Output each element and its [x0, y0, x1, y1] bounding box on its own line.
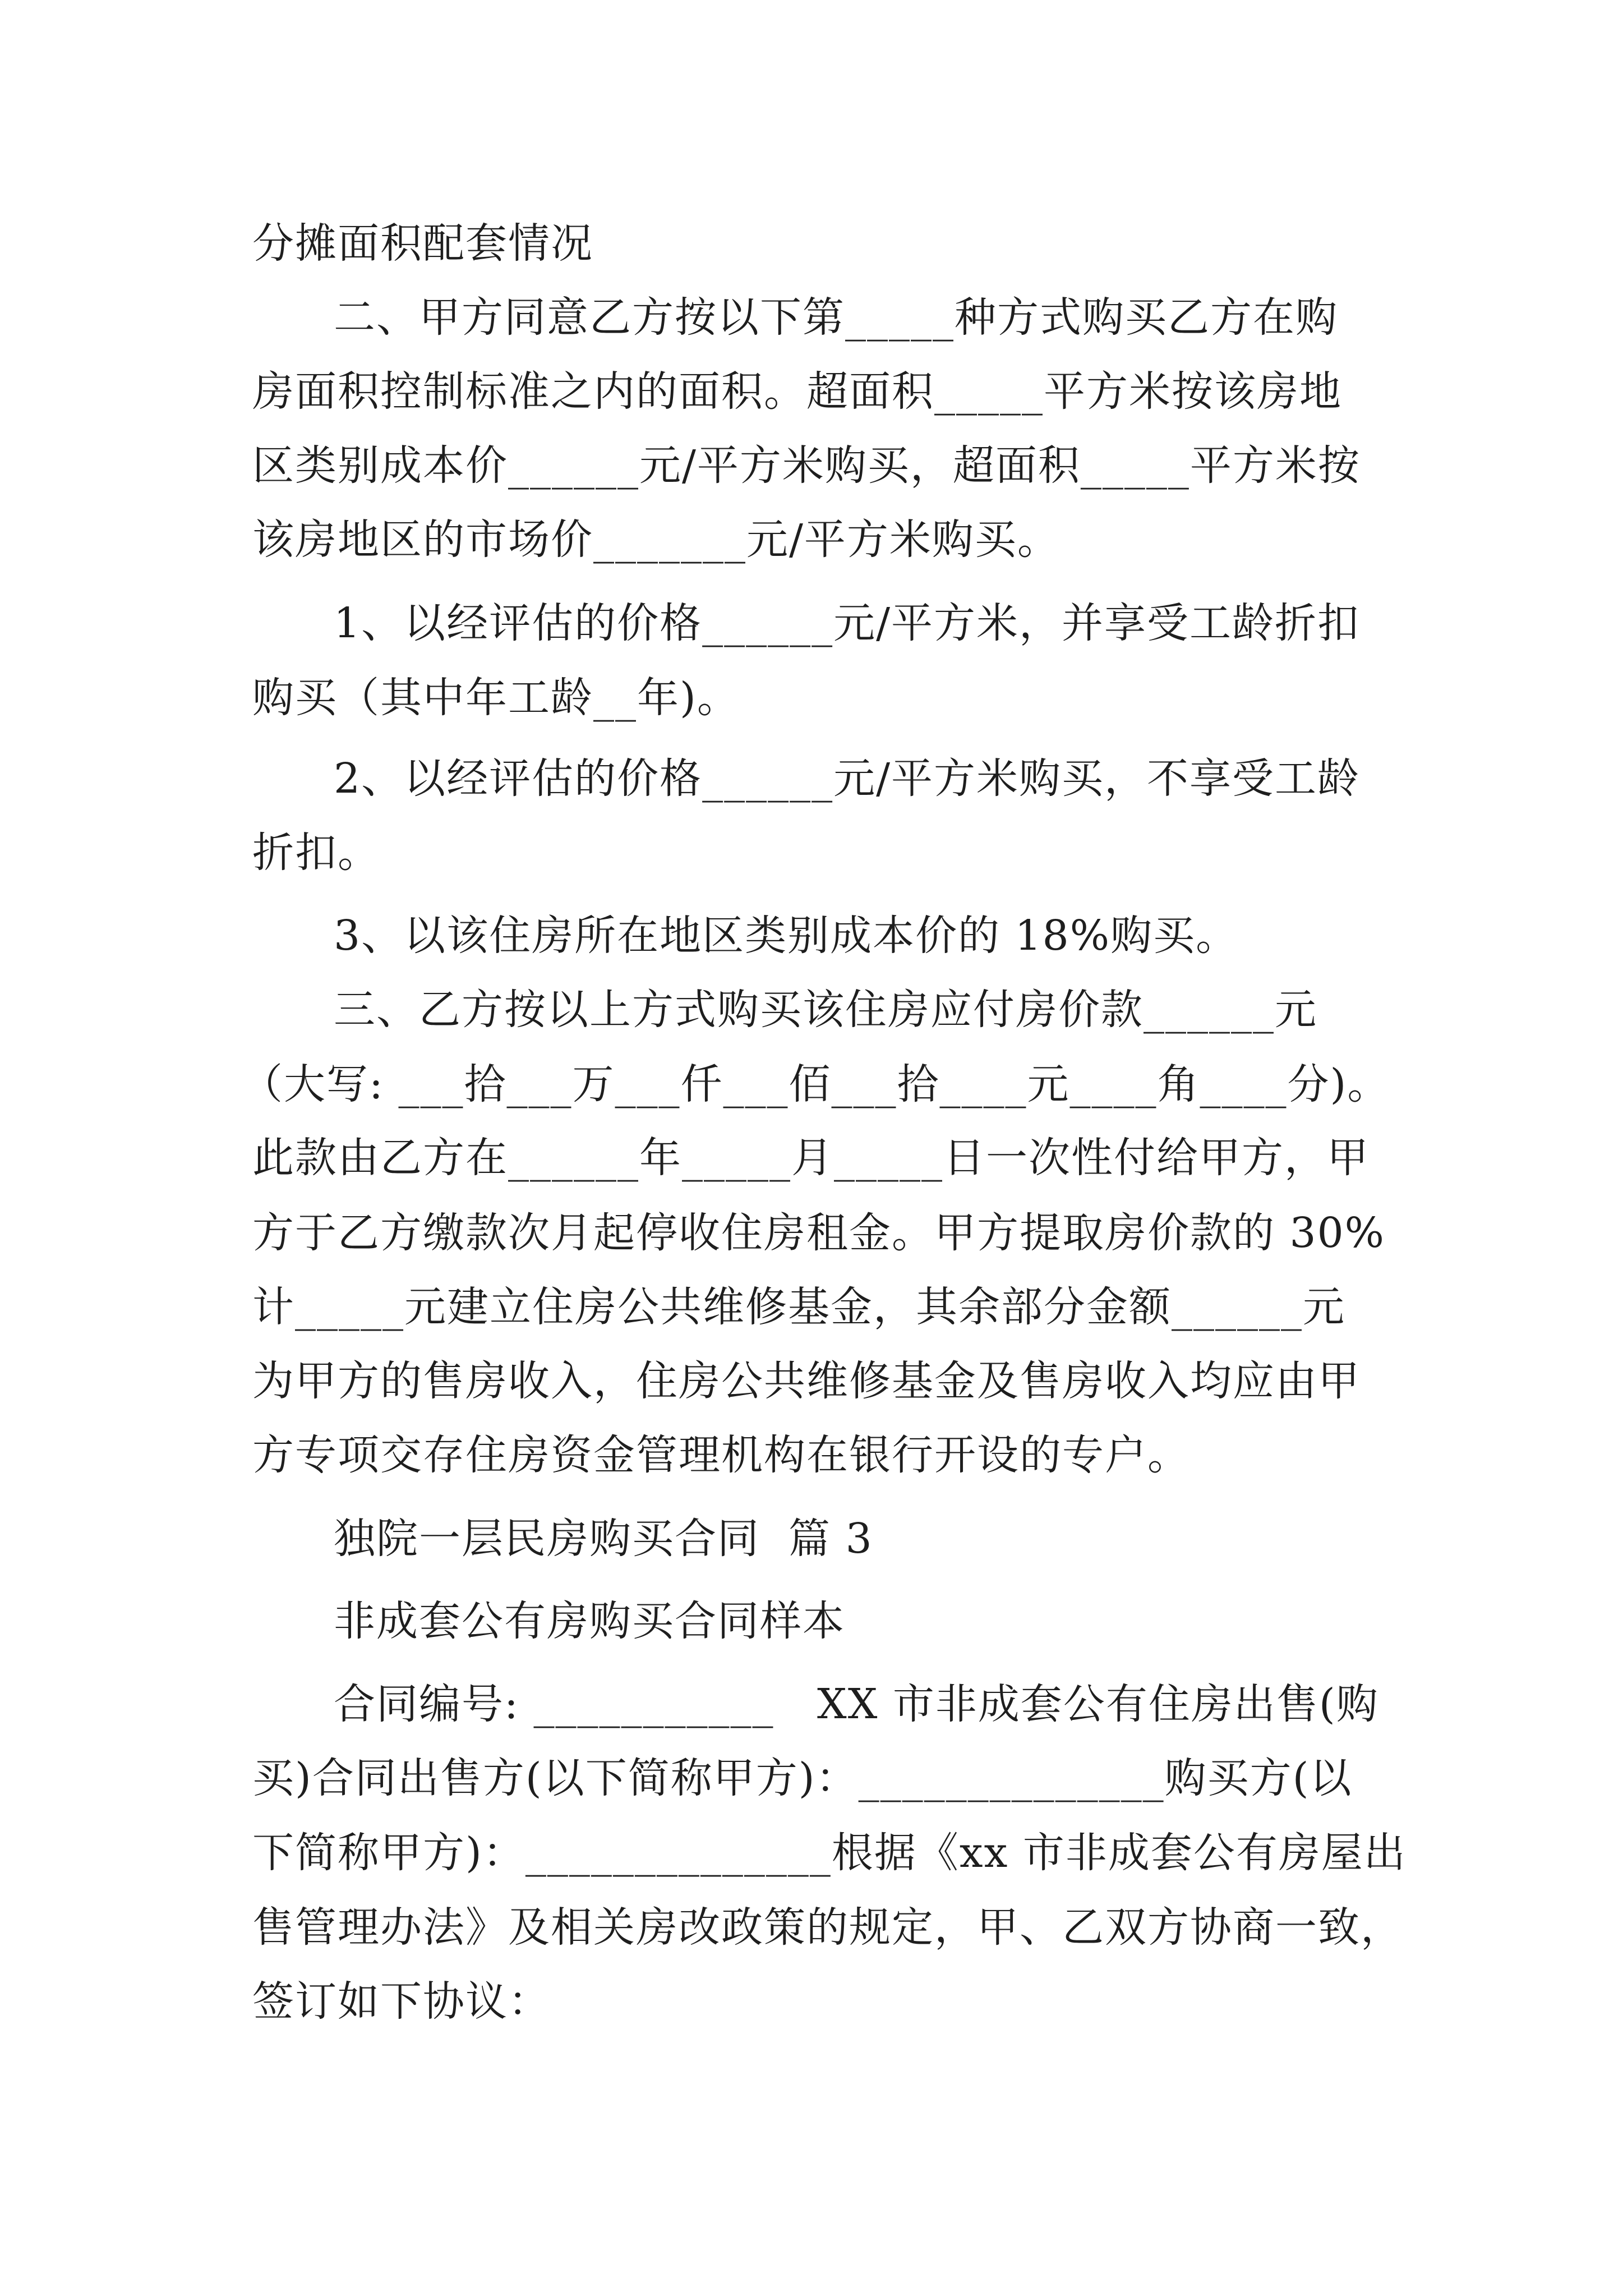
- paragraph-line: 三、乙方按以上方式购买该住房应付房价款______元: [334, 986, 1317, 1034]
- paragraph-line: （大写: ___拾___万___仟___佰___拾____元____角____分)。: [241, 1060, 1390, 1108]
- paragraph-line: 1、以经评估的价格______元/平方米，并享受工龄折扣: [334, 599, 1361, 647]
- paragraph-line: 该房地区的市场价_______元/平方米购买。: [252, 516, 1060, 564]
- paragraph-line: 为甲方的售房收入，住房公共维修基金及售房收入均应由甲: [252, 1357, 1361, 1405]
- paragraph-line: 区类别成本价______元/平方米购买，超面积_____平方米按: [252, 441, 1361, 490]
- paragraph-line: 方专项交存住房资金管理机构在银行开设的专户。: [252, 1431, 1190, 1479]
- document-subtitle: 非成套公有房购买合同样本: [334, 1597, 845, 1645]
- paragraph-line: 方于乙方缴款次月起停收住房租金。甲方提取房价款的 30%: [252, 1209, 1385, 1257]
- paragraph-line: 二、甲方同意乙方按以下第_____种方式购买乙方在购: [334, 293, 1338, 342]
- paragraph-line: 购买（其中年工龄__年)。: [252, 674, 740, 722]
- paragraph-line: 计_____元建立住房公共维修基金，其余部分金额______元: [252, 1283, 1345, 1331]
- paragraph-line: 房面积控制标准之内的面积。超面积_____平方米按该房地: [252, 367, 1342, 416]
- paragraph-line: 2、以经评估的价格______元/平方米购买，不享受工龄: [334, 754, 1361, 803]
- paragraph-line: 合同编号: ___________ XX 市非成套公有住房出售(购: [334, 1680, 1379, 1728]
- paragraph-line: 买)合同出售方(以下简称甲方)：______________购买方(以: [252, 1754, 1353, 1802]
- paragraph-line: 分摊面积配套情况: [252, 219, 593, 268]
- paragraph-line: 签订如下协议：: [252, 1977, 551, 2026]
- paragraph-line: 3、以该住房所在地区类别成本价的 18%购买。: [334, 912, 1239, 960]
- paragraph-line: 折扣。: [252, 829, 380, 877]
- paragraph-line: 下简称甲方)：______________根据《xx 市非成套公有房屋出: [252, 1829, 1407, 1877]
- paragraph-line: 此款由乙方在______年_____月_____日一次性付给甲方，甲: [252, 1134, 1370, 1182]
- paragraph-line: 售管理办法》及相关房改政策的规定，甲、乙双方协商一致，: [252, 1903, 1403, 1952]
- section-heading: 独院一层民房购买合同 篇 3: [334, 1515, 873, 1563]
